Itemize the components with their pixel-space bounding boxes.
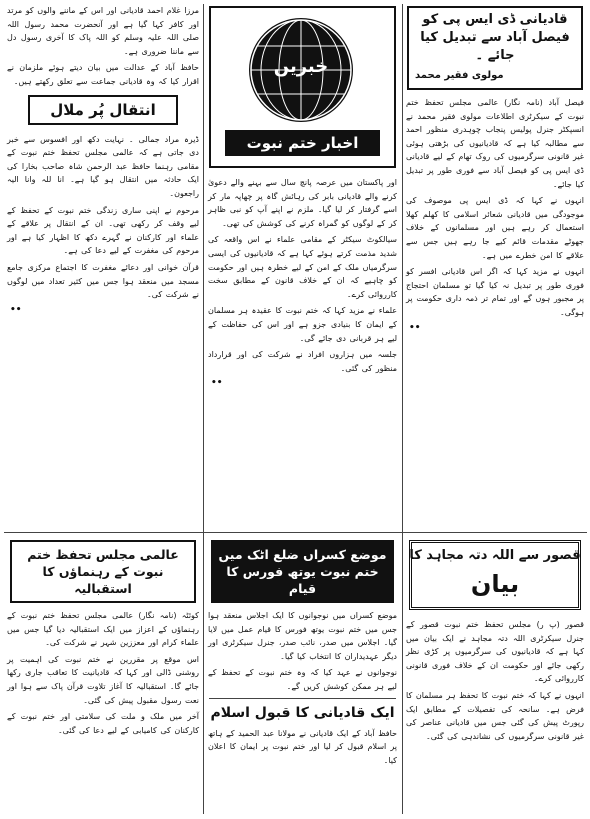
section-rule xyxy=(4,532,587,533)
paragraph: انہوں نے مزید کہا کہ اگر اس قادیانی افسر کو فوری طور پر تبدیل نہ کیا گیا تو مسلمان احتجاج پر مجبور ہوں گے اور تمام تر ذمہ داری حکومت پر ہوگی۔ xyxy=(406,267,584,317)
article-body xyxy=(403,618,587,743)
paragraph: قرآن خوانی اور دعائے مغفرت کا اجتماع مرکزی جامع مسجد میں منعقد ہوا جس میں کثیر تعداد میں لوگوں نے شرکت کی۔ xyxy=(7,262,199,300)
logo-title: خبریں xyxy=(273,56,329,77)
sub-headline: ایک قادیانی کا قبول اسلام xyxy=(210,704,395,721)
article-body xyxy=(4,609,202,737)
divider xyxy=(209,698,396,699)
paragraph: انہوں نے کہا کہ ڈی ایس پی موصوف کی موجودگی میں قادیانی شعائر اسلامی کا کھلم کھلا استعمال کر رہے ہیں اور مسلمانوں کے خلاف جھوٹے مقدمات قائم کیے جا رہے ہیں جس سے علاقے کا امن خطرے میں ہے۔ xyxy=(406,196,584,260)
paragraph: نوجوانوں نے عہد کیا کہ وہ ختم نبوت کے تحفظ کے لیے ہر ممکن کوشش کریں گے۔ xyxy=(208,668,397,691)
logo-banner: اخبار ختم نبوت xyxy=(225,130,380,156)
ribbon-text: موضع کسراں ضلع اٹک میں ختم نبوت یوتھ فورس کا قیام xyxy=(218,547,387,596)
end-mark: •• xyxy=(211,378,223,389)
bottom-middle-section xyxy=(205,534,400,816)
paragraph: انہوں نے کہا کہ ختم نبوت کا تحفظ ہر مسلمان کا فرض ہے۔ سانحہ کی تفصیلات کے مطابق ایک رپورٹ پیش کی گئی جس میں قادیانی عناصر کی غیر قانونی سرگرمیوں کی نشاندہی کی گئی۔ xyxy=(406,690,584,741)
obituary-body xyxy=(4,133,202,302)
article-body xyxy=(205,609,400,694)
article-body xyxy=(205,727,400,768)
paragraph: سیالکوٹ سیکٹر کے مقامی علماء نے اس واقعہ کی شدید مذمت کرتے ہوئے کہا ہے کہ قادیانیوں کی ایسی سرگرمیاں ملک کے امن کے لیے خطرہ ہیں اور حکومت کو چاہیے کہ ان کے خلاف قانون کے مطابق سخت کارروائی کرے۔ xyxy=(208,235,397,299)
statement-title-main: بیان xyxy=(470,570,520,598)
paragraph: کوئٹہ (نامہ نگار) عالمی مجلس تحفظ ختم نبوت کے رہنماؤں کے اعزاز میں ایک استقبالیہ دیا گیا جس میں علماء کرام اور معززین شہر نے شرکت کی۔ xyxy=(7,611,199,648)
headline-box xyxy=(407,6,583,90)
paragraph: حافظ آباد کے ایک قادیانی نے مولانا عبد الحمید کے ہاتھ پر اسلام قبول کر لیا اور ختم نبوت پر ایمان کا اعلان کیا۔ xyxy=(208,728,397,765)
paragraph: جلسہ میں ہزاروں افراد نے شرکت کی اور قرارداد منظور کی گئی۔ xyxy=(208,350,397,373)
paragraph: اس موقع پر مقررین نے ختم نبوت کی اہمیت پر روشنی ڈالی اور کہا کہ قادیانیت کا تعاقب جاری رکھا جائے گا۔ استقبالیہ کا آغاز تلاوت قرآن پاک سے ہوا اور نعت رسول مقبول پیش کی گئی۔ xyxy=(7,654,199,705)
paragraph: حافظ آباد کے عدالت میں بیان دیتے ہوئے ملزمان نے اقرار کیا کہ وہ قادیانی جماعت سے تعلق رکھتے ہیں۔ xyxy=(7,63,199,86)
headline-ribbon xyxy=(10,540,196,603)
paragraph: ڈیرہ مراد جمالی ۔ نہایت دکھ اور افسوس سے خبر دی جاتی ہے کہ عالمی مجلس تحفظ ختم نبوت کے مقامی رہنما حافظ عبد الرحمن شاہ صاحب بخارا کی ایک حادثہ میں انتقال ہو گیا ہے۔ انا للہ وانا الیہ راجعون۔ xyxy=(7,134,199,198)
article-body xyxy=(205,176,400,375)
obituary-title: انتقال پُر ملال xyxy=(50,100,156,119)
right-column xyxy=(403,4,587,532)
byline: مولوی فقیر محمد xyxy=(415,70,504,81)
paragraph: علماء نے مزید کہا کہ ختم نبوت کا عقیدہ ہر مسلمان کے ایمان کا بنیادی جزو ہے اور اس کی حفاظت کے لیے ہر قربانی دی جائے گی۔ xyxy=(208,306,397,343)
paragraph: مرحوم نے اپنی ساری زندگی ختم نبوت کے تحفظ کے لیے وقف کر رکھی تھی۔ ان کے انتقال پر علاقے کے علماء اور کارکنان نے گہرے دکھ کا اظہار کیا ہے اور مرحوم کی مغفرت کے لیے دعا کی ہے۔ xyxy=(7,205,199,256)
paragraph: قصور (پ ر) مجلس تحفظ ختم نبوت قصور کے جنرل سیکرٹری اللہ دتہ مجاہد نے ایک بیان میں کہا ہے کہ قادیانیوں کی سرگرمیوں پر کڑی نظر رکھی جائے اور حکومت ان کے خلاف فوری قانونی کارروائی کرے۔ xyxy=(406,620,584,684)
article-body xyxy=(403,96,587,320)
paragraph: اور پاکستان میں عرصہ پانچ سال سے بہنے والے دعویٰ کرنے والے قادیانی بابر کی رہائش گاہ پر چھاپہ مار کر اسے گرفتار کر لیا گیا۔ ملزم نے اپنے آپ کو نبی ظاہر کر کے لوگوں کو گمراہ کرنے کی کوشش کی تھی۔ xyxy=(208,178,397,228)
column-rule xyxy=(203,4,204,814)
middle-column xyxy=(205,4,400,532)
bottom-left-section xyxy=(4,534,202,816)
globe-icon xyxy=(249,18,353,122)
obituary-title-box xyxy=(28,95,178,125)
headline-ribbon xyxy=(211,540,394,603)
paragraph: موضع کسراں میں نوجوانوں کا ایک اجلاس منعقد ہوا جس میں ختم نبوت یوتھ فورس کا قیام عمل میں لایا گیا۔ اجلاس میں صدر، نائب صدر، جنرل سیکرٹری اور دیگر عہدیداران کا انتخاب کیا گیا۔ xyxy=(208,611,397,661)
end-mark: •• xyxy=(10,304,22,315)
article-body xyxy=(4,4,202,89)
headline: قادیانی ڈی ایس پی کو فیصل آباد سے تبدیل کیا جائے ۔ xyxy=(420,12,570,63)
left-column xyxy=(4,4,202,532)
bottom-right-section xyxy=(403,534,587,816)
paragraph: مرزا غلام احمد قادیانی اور اس کے ماننے والوں کو مرتد اور کافر کہا گیا ہے اور آنحضرت محمد رسول اللہ صلی اللہ علیہ وسلم کو اللہ پاک کا آخری رسول دل سے ماننا ضروری ہے۔ xyxy=(7,6,199,56)
paragraph: آخر میں ملک و ملت کی سلامتی اور ختم نبوت کے کارکنان کی کامیابی کے لیے دعا کی گئی۔ xyxy=(7,712,199,735)
ribbon-text: عالمی مجلس تحفظ ختم نبوت کے رہنماؤں کا استقبالیہ xyxy=(27,547,179,596)
masthead-logo xyxy=(209,6,396,168)
statement-title-box xyxy=(409,540,581,610)
statement-title-top: قصور سے اللہ دتہ مجاہد کا xyxy=(409,548,581,563)
paragraph: فیصل آباد (نامہ نگار) عالمی مجلس تحفظ ختم نبوت کے سیکرٹری اطلاعات مولوی فقیر محمد نے انسپکٹر جنرل پولیس پنجاب چوہدری منظور احمد سے مطالبہ کیا ہے کہ قادیانیوں کی بڑھتی ہوئی غیر قانونی سرگرمیوں کی روک تھام کے لیے قادیانی ڈی ایس پی کو فیصل آباد سے فوری طور پر تبدیل کیا جائے۔ xyxy=(406,98,584,189)
end-mark: •• xyxy=(409,322,421,333)
